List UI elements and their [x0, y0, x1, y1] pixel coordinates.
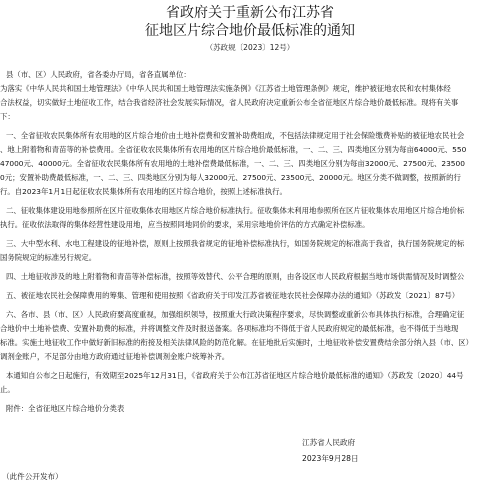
- paragraph-line: 合法权益，切实做好土地征收工作，结合我省经济社会发展实际情况，省人民政府决定重新公布全省征地区片综合地价最低标准。现将有关事: [0, 98, 459, 107]
- paragraph-line: 执行。征收依法取得的集体经营性建设用地，应当按照同地同价的要求，采用宗地地价评估的方式确定补偿标准。: [0, 220, 370, 229]
- public-release-note: （此件公开发布）: [2, 472, 63, 481]
- document-title-line-2: 征地区片综合地价最低标准的通知: [145, 23, 355, 39]
- salutation: 县（市、区）人民政府，省各委办厅局，省各直属单位：: [6, 70, 191, 79]
- document-number: （苏政规〔2023〕12号）: [205, 43, 295, 52]
- paragraph-line: 止。: [0, 385, 15, 394]
- paragraph-line: 标准。实施土地征收工作中做好新旧标准的衔接及相关法律风险的防范化解。在征地批后实施时，土地征收补偿安置费结余部分纳入县（市、区）: [0, 338, 474, 347]
- paragraph-line: 下：: [0, 112, 15, 121]
- issue-date: 2023年9月28日: [302, 454, 359, 463]
- paragraph-line: 国务院规定的标准另行规定。: [0, 253, 97, 262]
- paragraph-line: 一、全省征收农民集体所有农用地的区片综合地价由土地补偿费和安置补助费组成，不包括法律规定用于社会保险缴费补贴的被征地农民社会: [6, 131, 465, 140]
- paragraph-line: 0元；安置补助费最低标准，一、二、三、四类地区分别为每人32000元、27500元、23500元、20000元。地区分类不做调整，按照新的行: [0, 173, 461, 182]
- paragraph-line: 五、被征地农民社会保障费用的筹集、管理和使用按照《省政府关于印发江苏省被征地农民社会保障办法的通知》（苏政发〔2021〕87号）: [6, 291, 460, 300]
- attachment-line: 附件：全省征地区片综合地价分类表: [6, 404, 125, 413]
- document-title-line-1: 省政府关于重新公布江苏省: [166, 5, 334, 21]
- paragraph-line: 三、大中型水利、水电工程建设的征地补偿，原则上按照我省规定的征地补偿标准执行，如国务院规定的标准高于我省，执行国务院规定的标: [6, 239, 465, 248]
- paragraph-line: 、地上附着物和青苗等的补偿费用。全省征收农民集体所有农用地的区片综合地价最低标准，一、二、三、四类地区分别为每亩64000元、550: [0, 145, 467, 154]
- issuer-name: 江苏省人民政府: [302, 438, 356, 447]
- paragraph-line: 行。自2023年1月1日起征收农民集体所有农用地的区片综合地价，按照上述标准执行。: [0, 187, 287, 196]
- paragraph-line: 本通知自公布之日起施行，有效期至2025年12月31日，《省政府关于公布江苏省征地区片综合地价最低标准的通知》（苏政发〔2020〕44号: [6, 371, 464, 380]
- paragraph-line: 四、土地征收涉及的地上附着物和青苗等补偿标准，按照等效替代、公平合理的原则，由各设区市人民政府根据当地市场供需情况及时调整公: [6, 272, 465, 281]
- paragraph-line: 47000元、40000元。全省征收农民集体所有农用地的土地补偿费最低标准，一、二、三、四类地区分别为每亩32000元、27500元、23500: [0, 159, 465, 168]
- paragraph-line: 调剂金账户，不足部分由地方政府通过征地补偿调剂金账户统筹补齐。: [0, 352, 230, 361]
- paragraph-line: 六、各市、县（市、区）人民政府要高度重视，加强组织领导，按照重大行政决策程序要求，尽快调整或重新公布具体执行标准，合理确定征: [6, 310, 465, 319]
- paragraph-line: 合地价中土地补偿费、安置补助费的标准，并将调整文件及时报送备案。各项标准均不得低于省人民政府规定的最低标准，也不得低于当地现: [0, 324, 459, 333]
- paragraph-line: 为落实《中华人民共和国土地管理法》《中华人民共和国土地管理法实施条例》《江苏省土地管理条例》规定，维护被征地农民和农村集体经: [0, 84, 451, 93]
- paragraph-line: 二、征收集体建设用地参照所在区片征收集体农用地区片综合地价标准执行。征收集体未利用地参照所在区片征收集体农用地区片综合地价标: [6, 206, 465, 215]
